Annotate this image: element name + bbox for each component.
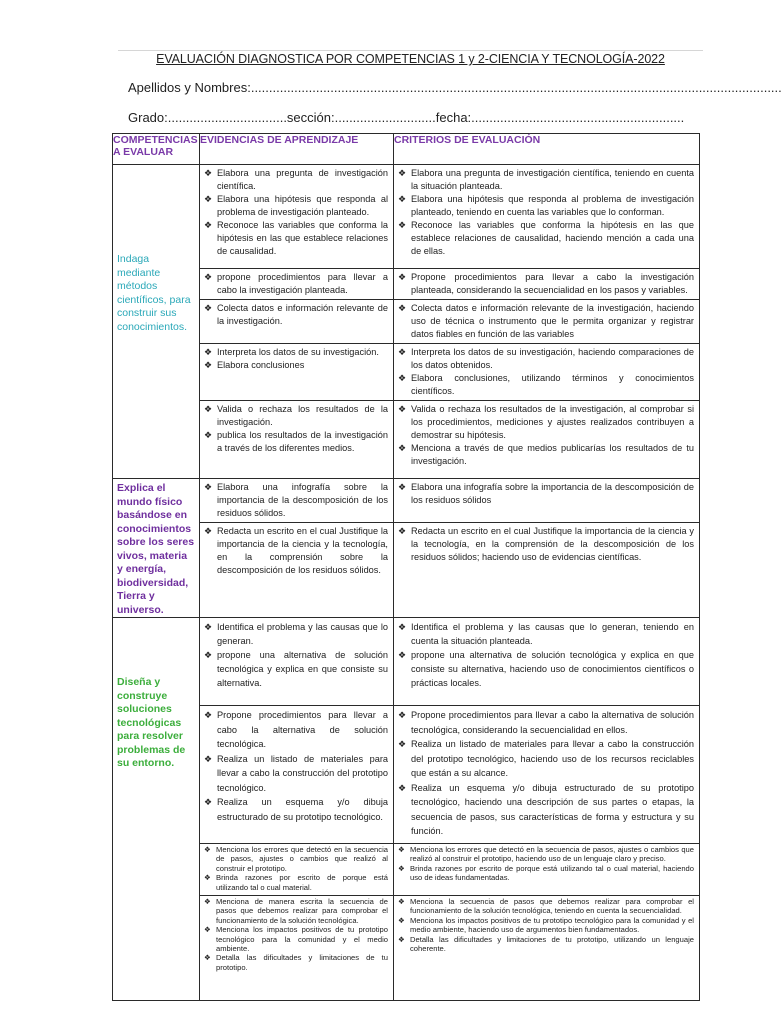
evidencia-cell: ❖ Menciona de manera escrita la secuencia de pasos que debemos realizar para comprobar el funcionamiento de la solución tecnológica. ❖ Menciona los impactos positivos de tu prototipo tecnológico para la comunidad y el medio ambiente. ❖ Detalla las dificultades y limitaciones de tu prototipo.: [200, 896, 394, 1001]
diamond-bullet-icon: ❖: [204, 925, 211, 935]
header-evidencias: EVIDENCIAS DE APRENDIZAJE: [200, 134, 394, 165]
diamond-bullet-icon: ❖: [204, 753, 213, 764]
table-row: [113, 896, 700, 1001]
table-row: [113, 165, 700, 269]
criterio-cell: ❖ Propone procedimientos para llevar a cabo la investigación planteada, considerando la secuencialidad en los pasos y variables.: [394, 269, 700, 300]
evidencia-cell: ❖ Colecta datos e información relevante de la investigación.: [200, 300, 394, 344]
table-row: [113, 269, 700, 300]
header-criterios: CRITERIOS DE EVALUACIÓN: [394, 134, 700, 165]
criterio-cell: ❖ Colecta datos e información relevante de la investigación, haciendo uso de técnica o instrumento que le permita organizar y registrar datos fiables en función de las variables: [394, 300, 700, 344]
diamond-bullet-icon: ❖: [204, 194, 213, 204]
diamond-bullet-icon: ❖: [398, 168, 407, 178]
competencia-3-text: Diseña y construye soluciones tecnológicas para resolver problemas de su entorno.: [117, 676, 186, 769]
table-row: [113, 523, 700, 618]
evaluation-table: [112, 133, 700, 1001]
criterio-cell: ❖ Valida o rechaza los resultados de la investigación, al comprobar si los procedimientos, mediciones y ajustes realizados contribuyen a demostrar su hipótesis. ❖ Menciona a través de que medios publicarías los resultados de tu investigación.: [394, 401, 700, 479]
criterio-cell: ❖ Redacta un escrito en el cual Justifique la importancia de la ciencia y la tecnología, en la comprensión de la descomposición de los residuos sólidos; haciendo uso de evidencias científicas.: [394, 523, 700, 618]
evidencia-cell: ❖ Valida o rechaza los resultados de la investigación. ❖ publica los resultados de la investigación a través de los diferentes medios.: [200, 401, 394, 479]
diamond-bullet-icon: ❖: [204, 710, 213, 720]
diamond-bullet-icon: ❖: [398, 897, 405, 906]
criterio-cell: ❖ Menciona los errores que detectó en la secuencia de pasos, ajustes o cambios que realizó al construir el prototipo, haciendo uso de un lenguaje claro y preciso. ❖ Brinda razones por escrito de porque está utilizando tal o cual material, haciendo uso de ideas fundamentadas.: [394, 844, 700, 896]
diamond-bullet-icon: ❖: [398, 272, 407, 282]
diamond-bullet-icon: ❖: [204, 347, 213, 357]
apellidos-field: Apellidos y Nombres:...................................................................................................................................................: [128, 80, 782, 95]
diamond-bullet-icon: ❖: [398, 404, 407, 414]
diamond-bullet-icon: ❖: [398, 526, 407, 537]
diamond-bullet-icon: ❖: [204, 303, 213, 313]
table-row: [113, 618, 700, 706]
diamond-bullet-icon: ❖: [204, 430, 213, 440]
diamond-bullet-icon: ❖: [204, 526, 213, 537]
top-rule: [118, 50, 703, 51]
diamond-bullet-icon: ❖: [204, 404, 213, 414]
evidencia-cell: ❖ Elabora una pregunta de investigación científica. ❖ Elabora una hipótesis que responda al problema de investigación planteado. ❖ Reconoce las variables que conforma la hipótesis en las que establece relaciones de causalidad.: [200, 165, 394, 269]
diamond-bullet-icon: ❖: [398, 373, 407, 383]
competencia-1-text: Indaga mediante métodos científicos, para construir sus conocimientos.: [117, 253, 191, 333]
table-row: [113, 844, 700, 896]
evidencia-cell: ❖ Redacta un escrito en el cual Justifique la importancia de la ciencia y la tecnología, en la comprensión sobre la descomposición de los residuos sólidos.: [200, 523, 394, 618]
diamond-bullet-icon: ❖: [398, 443, 407, 453]
diamond-bullet-icon: ❖: [204, 168, 213, 178]
diamond-bullet-icon: ❖: [204, 873, 211, 883]
table-row: [113, 401, 700, 479]
diamond-bullet-icon: ❖: [398, 915, 405, 925]
table-row: [113, 300, 700, 344]
criterio-cell: ❖ Elabora una infografía sobre la importancia de la descomposición de los residuos sólidos: [394, 479, 700, 523]
diamond-bullet-icon: ❖: [398, 194, 407, 204]
diamond-bullet-icon: ❖: [204, 797, 213, 807]
diamond-bullet-icon: ❖: [398, 622, 407, 632]
criterio-cell: ❖ Identifica el problema y las causas que lo generan, teniendo en cuenta la situación planteada. ❖ propone una alternativa de solución tecnológica y explica en que consiste su alternativa, haciendo uso de conocimientos científicos o prácticas locales.: [394, 618, 700, 706]
diamond-bullet-icon: ❖: [204, 220, 213, 230]
diamond-bullet-icon: ❖: [398, 782, 407, 793]
criterio-cell: ❖ Propone procedimientos para llevar a cabo la alternativa de solución tecnológica, considerando la secuencialidad en ellos. ❖ Realiza un listado de materiales para llevar a cabo la construcción del prototipo tecnológico, haciendo uso de los recursos reciclables que están a su alcance. ❖ Realiza un esquema y/o dibuja estructurado de su prototipo tecnológico, haciendo una descripción de sus partes o etapas, la secuencia de pasos, sus características de forma y estructura y su función.: [394, 706, 700, 844]
diamond-bullet-icon: ❖: [398, 845, 405, 854]
evidencia-cell: ❖ Propone procedimientos para llevar a cabo la alternativa de solución tecnológica. ❖ Realiza un listado de materiales para llevar a cabo la construcción del prototipo tecnológico. ❖ Realiza un esquema y/o dibuja estructurado de su prototipo tecnológico.: [200, 706, 394, 844]
diamond-bullet-icon: ❖: [204, 622, 213, 632]
evidencia-cell: ❖ propone procedimientos para llevar a cabo la investigación planteada.: [200, 269, 394, 300]
diamond-bullet-icon: ❖: [398, 739, 407, 749]
page-title: EVALUACIÓN DIAGNOSTICA POR COMPETENCIAS 1 y 2-CIENCIA Y TECNOLOGÍA-2022: [156, 52, 665, 66]
diamond-bullet-icon: ❖: [398, 482, 407, 492]
evidencia-cell: ❖ Elabora una infografía sobre la importancia de la descomposición de los residuos sólidos.: [200, 479, 394, 523]
diamond-bullet-icon: ❖: [398, 220, 407, 230]
header-competencias: COMPETENCIAS A EVALUAR: [113, 134, 200, 165]
competencia-cell-1: [113, 165, 200, 479]
table-row: [113, 344, 700, 401]
diamond-bullet-icon: ❖: [204, 360, 213, 370]
diamond-bullet-icon: ❖: [204, 953, 211, 963]
table-row: [113, 479, 700, 523]
diamond-bullet-icon: ❖: [204, 272, 213, 282]
criterio-cell: ❖ Elabora una pregunta de investigación científica, teniendo en cuenta la situación planteada. ❖ Elabora una hipótesis que responda al problema de investigación planteado, teniendo en cuenta las variables que lo conforman. ❖ Reconoce las variables que conforma la hipótesis en las que establece relaciones de causalidad, haciendo mención a cada una de ellas.: [394, 165, 700, 269]
evidencia-cell: ❖ Menciona los errores que detectó en la secuencia de pasos, ajustes o cambios que realizó al construir el prototipo. ❖ Brinda razones por escrito de porque está utilizando tal o cual material.: [200, 844, 394, 896]
criterio-cell: ❖ Interpreta los datos de su investigación, haciendo comparaciones de los datos obtenidos. ❖ Elabora conclusiones, utilizando términos y conocimientos científicos.: [394, 344, 700, 401]
diamond-bullet-icon: ❖: [398, 303, 407, 313]
diamond-bullet-icon: ❖: [398, 347, 407, 357]
competencia-2-text: Explica el mundo físico basándose en conocimientos sobre los seres vivos, materia y energía, biodiversidad, Tierra y universo.: [117, 482, 195, 616]
competencia-cell-2: [113, 479, 200, 618]
diamond-bullet-icon: ❖: [398, 863, 405, 873]
diamond-bullet-icon: ❖: [204, 845, 211, 854]
diamond-bullet-icon: ❖: [204, 650, 213, 660]
competencia-cell-3: [113, 618, 200, 1001]
evidencia-cell: ❖ Interpreta los datos de su investigación. ❖ Elabora conclusiones: [200, 344, 394, 401]
diamond-bullet-icon: ❖: [204, 482, 213, 492]
table-row: [113, 706, 700, 844]
table-header-row: [113, 134, 700, 165]
criterio-cell: ❖ Menciona la secuencia de pasos que debemos realizar para comprobar el funcionamiento de la solución tecnológica, teniendo en cuenta la secuencialidad. ❖ Menciona los impactos positivos de tu prototipo tecnológico para la comunidad y el medio ambiente, haciendo uso de argumentos bien fundamentados. ❖ Detalla las dificultades y limitaciones de tu prototipo, utilizando un lenguaje coherente.: [394, 896, 700, 1001]
diamond-bullet-icon: ❖: [398, 934, 405, 944]
diamond-bullet-icon: ❖: [398, 650, 407, 660]
diamond-bullet-icon: ❖: [398, 710, 407, 720]
evidencia-cell: ❖ Identifica el problema y las causas que lo generan. ❖ propone una alternativa de solución tecnológica y explica en que consiste su alternativa.: [200, 618, 394, 706]
diamond-bullet-icon: ❖: [204, 897, 211, 906]
grado-seccion-fecha-field: Grado:.................................sección:............................fecha:...........................................................: [128, 110, 685, 125]
